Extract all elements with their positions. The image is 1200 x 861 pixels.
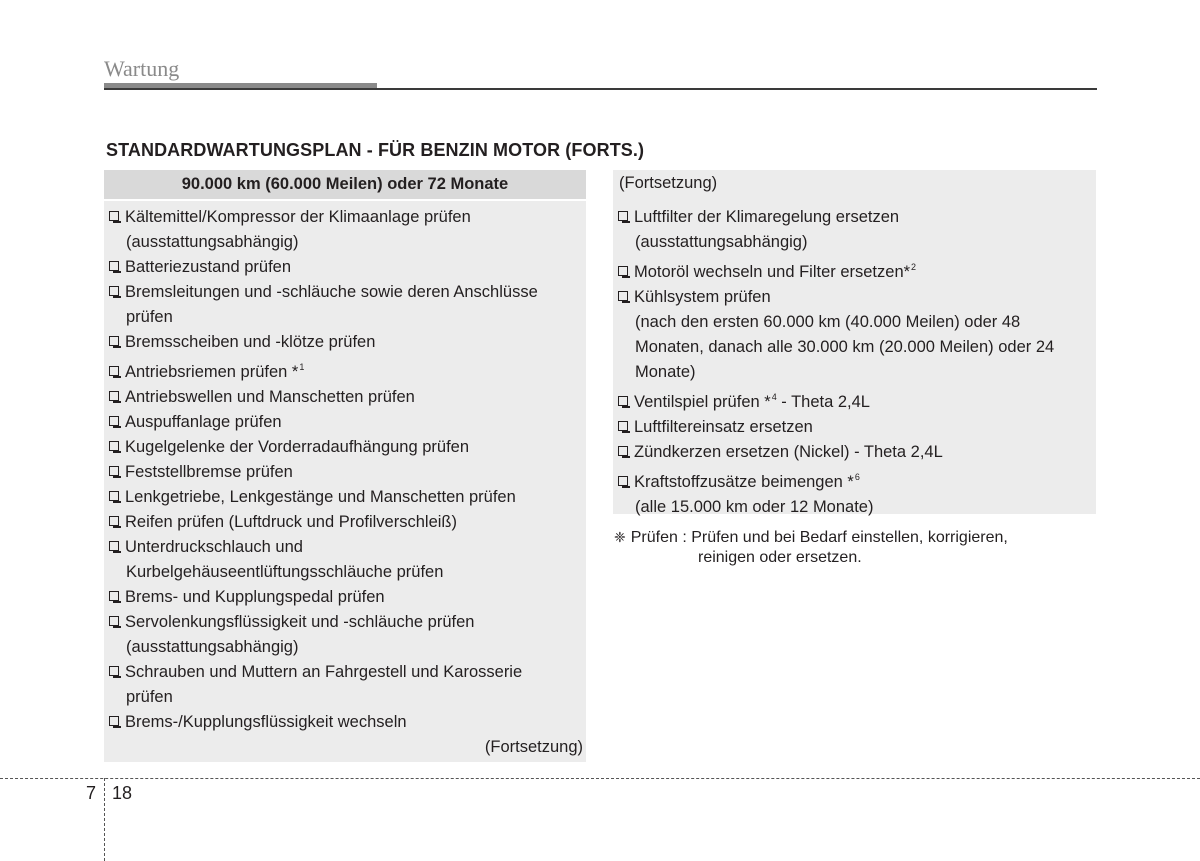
note-line-1: Prüfen : Prüfen und bei Bedarf einstellen, korrigieren, <box>630 529 1008 546</box>
checkbox-icon <box>109 516 119 526</box>
checklist-item-line <box>109 385 586 410</box>
checklist-item <box>109 535 586 585</box>
checkbox-icon <box>618 291 628 301</box>
checklist-item-text: Feststellbremse prüfen <box>125 463 293 481</box>
checkbox-icon <box>618 396 628 406</box>
checklist-item <box>618 385 1096 415</box>
checklist-item <box>618 255 1096 285</box>
checklist-item-text: Zündkerzen ersetzen (Nickel) - Theta 2,4L <box>634 443 943 461</box>
checklist-item <box>109 585 586 610</box>
page-heading: STANDARDWARTUNGSPLAN - FÜR BENZIN MOTOR (FORTS.) <box>106 140 645 160</box>
checklist-item <box>618 285 1096 385</box>
checkbox-icon <box>109 441 119 451</box>
checklist-item <box>109 610 586 660</box>
checklist-item-text: Bremsleitungen und -schläuche sowie deren Anschlüsse <box>125 283 538 301</box>
checklist-item <box>109 660 586 710</box>
checklist-item <box>109 435 586 460</box>
checklist-item <box>109 355 586 385</box>
note-symbol-icon: ❈ <box>614 529 626 545</box>
checklist-item-continuation <box>109 685 586 710</box>
checklist-item-line <box>618 285 1096 310</box>
checklist-item <box>109 205 586 255</box>
checkbox-icon <box>109 666 119 676</box>
checklist-item-continuation <box>618 230 1096 255</box>
continuation-label-top: (Fortsetzung) <box>619 174 718 192</box>
checklist-item-line <box>618 415 1096 440</box>
checklist-item-text: Kurbelgehäuseentlüftungsschläuche prüfen <box>126 563 444 581</box>
checklist-item-text: Motoröl wechseln und Filter ersetzen* <box>634 263 911 281</box>
checkbox-icon <box>109 716 119 726</box>
checkbox-icon <box>618 446 628 456</box>
checkbox-icon <box>109 261 119 271</box>
checklist-item-text: Ventilspiel prüfen * <box>634 393 771 411</box>
checklist-item <box>109 280 586 330</box>
checklist-item-text: Schrauben und Muttern an Fahrgestell und Karosserie <box>125 663 523 681</box>
checklist-item-line <box>109 510 586 535</box>
checklist-item <box>618 205 1096 255</box>
checklist-item-text: Kugelgelenke der Vorderradaufhängung prüfen <box>125 438 470 456</box>
footnote-marker: 4 <box>771 392 777 402</box>
checkbox-icon <box>109 391 119 401</box>
checklist-item-continuation <box>618 360 1096 385</box>
checklist-item <box>109 410 586 435</box>
checklist-item-text: Kraftstoffzusätze beimengen * <box>634 473 854 491</box>
checkbox-icon <box>109 591 119 601</box>
checklist-item-text: prüfen <box>126 308 173 326</box>
continuation-label-bottom: (Fortsetzung) <box>484 738 583 756</box>
checkbox-icon <box>109 211 119 221</box>
maintenance-panel-right <box>613 170 1096 514</box>
checklist-item-continuation <box>618 495 1096 520</box>
checklist-item-text: Unterdruckschlauch und <box>125 538 303 556</box>
footer-divider <box>0 778 1200 779</box>
checklist-item-text: Reifen prüfen (Luftdruck und Profilverschleiß) <box>125 513 457 531</box>
checklist-item <box>618 440 1096 465</box>
section-title: Wartung <box>104 56 180 81</box>
checklist-item <box>109 510 586 535</box>
checklist-item-text: Brems- und Kupplungspedal prüfen <box>125 588 385 606</box>
checkbox-icon <box>109 416 119 426</box>
checklist-item-line <box>109 280 586 305</box>
note-line-2: reinigen oder ersetzen. <box>698 549 862 566</box>
footnote-marker: 6 <box>854 472 860 482</box>
checkbox-icon <box>109 491 119 501</box>
checklist-item-line <box>618 440 1096 465</box>
checklist-item-line <box>618 385 1096 415</box>
checklist-item-line <box>109 660 586 685</box>
checkbox-icon <box>618 421 628 431</box>
header-rule <box>104 88 1097 90</box>
checklist-item-continuation <box>109 230 586 255</box>
checklist-item-text: Brems-/Kupplungsflüssigkeit wechseln <box>125 713 407 731</box>
checklist-item-line <box>109 255 586 280</box>
checklist-item-continuation <box>109 635 586 660</box>
checklist-item-text: Kältemittel/Kompressor der Klimaanlage prüfen <box>125 208 471 226</box>
checklist-item-line <box>618 205 1096 230</box>
checkbox-icon <box>618 211 628 221</box>
checklist-item-text: Kühlsystem prüfen <box>634 288 771 306</box>
checklist-item-suffix: - Theta 2,4L <box>776 393 870 411</box>
checklist-item-text: (ausstattungsabhängig) <box>126 638 299 656</box>
checklist-item-text: Monaten, danach alle 30.000 km (20.000 Meilen) oder 24 <box>635 338 1055 356</box>
footnote-marker: 2 <box>911 262 917 272</box>
checklist-item-text: Antriebsriemen prüfen * <box>125 363 299 381</box>
checklist-item <box>109 710 586 735</box>
checklist-item <box>618 415 1096 440</box>
checkbox-icon <box>109 286 119 296</box>
checklist-item-line <box>618 255 1096 285</box>
checklist-item-line <box>109 205 586 230</box>
checklist-item-text: prüfen <box>126 688 173 706</box>
interval-header: 90.000 km (60.000 Meilen) oder 72 Monate <box>104 170 586 201</box>
checklist-item-line <box>109 485 586 510</box>
checklist-item-line <box>109 410 586 435</box>
checklist-item-text: Auspuffanlage prüfen <box>125 413 282 431</box>
checklist-item <box>109 255 586 280</box>
checklist-item-text: (ausstattungsabhängig) <box>635 233 808 251</box>
checkbox-icon <box>109 541 119 551</box>
footer-divider-vertical <box>104 778 105 861</box>
checklist-item-text: Lenkgetriebe, Lenkgestänge und Manschetten prüfen <box>125 488 516 506</box>
checklist-item-continuation <box>618 310 1096 335</box>
checkbox-icon <box>618 266 628 276</box>
checklist-item-line <box>618 465 1096 495</box>
checklist-left <box>104 201 586 735</box>
checklist-item <box>618 465 1096 520</box>
checkbox-icon <box>109 336 119 346</box>
checklist-right <box>613 201 1096 520</box>
checklist-item-line <box>109 610 586 635</box>
checklist-item-text: Luftfilter der Klimaregelung ersetzen <box>634 208 900 226</box>
checkbox-icon <box>109 366 119 376</box>
checklist-item-text: (alle 15.000 km oder 12 Monate) <box>635 498 874 516</box>
checkbox-icon <box>109 466 119 476</box>
footnote-marker: 1 <box>299 362 305 372</box>
checklist-item-text: (ausstattungsabhängig) <box>126 233 299 251</box>
maintenance-panel-left <box>104 170 586 762</box>
checklist-item-line <box>109 435 586 460</box>
checklist-item-text: (nach den ersten 60.000 km (40.000 Meilen) oder 48 <box>635 313 1021 331</box>
checklist-item-text: Antriebswellen und Manschetten prüfen <box>125 388 415 406</box>
footnote <box>614 527 1008 568</box>
checklist-item-continuation <box>109 560 586 585</box>
checklist-item <box>109 460 586 485</box>
checklist-item-line <box>109 330 586 355</box>
checkbox-icon <box>618 476 628 486</box>
chapter-number: 7 <box>86 783 97 803</box>
checklist-item-line <box>109 460 586 485</box>
checklist-item-continuation <box>109 305 586 330</box>
checklist-item-line <box>109 355 586 385</box>
checkbox-icon <box>109 616 119 626</box>
checklist-item-text: Servolenkungsflüssigkeit und -schläuche prüfen <box>125 613 475 631</box>
checklist-item-text: Batteriezustand prüfen <box>125 258 292 276</box>
checklist-item-text: Bremsscheiben und -klötze prüfen <box>125 333 376 351</box>
checklist-item-continuation <box>618 335 1096 360</box>
checklist-item <box>109 385 586 410</box>
checklist-item-line <box>109 585 586 610</box>
checklist-item <box>109 485 586 510</box>
checklist-item-text: Monate) <box>635 363 696 381</box>
checklist-item-line <box>109 535 586 560</box>
checklist-item <box>109 330 586 355</box>
page-number: 18 <box>112 783 133 803</box>
checklist-item-line <box>109 710 586 735</box>
checklist-item-text: Luftfiltereinsatz ersetzen <box>634 418 813 436</box>
